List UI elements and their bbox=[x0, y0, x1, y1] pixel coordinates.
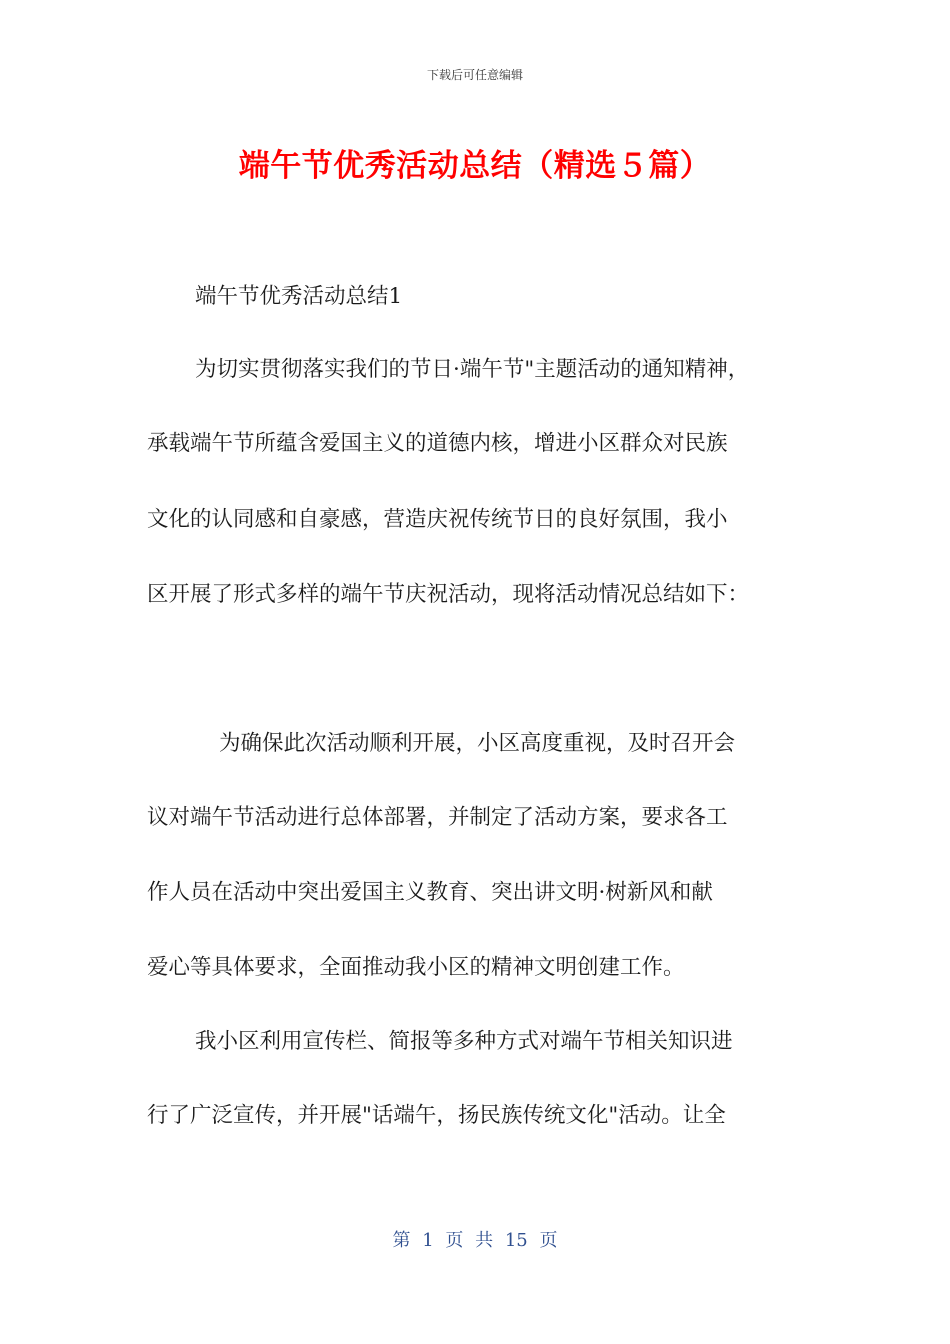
paragraph-line: 区开展了形式多样的端午节庆祝活动，现将活动情况总结如下： bbox=[147, 582, 750, 607]
paragraph-line: 我小区利用宣传栏、简报等多种方式对端午节相关知识进 bbox=[195, 1029, 733, 1054]
paragraph-line: 行了广泛宣传，并开展"话端午，扬民族传统文化"活动。让全 bbox=[147, 1103, 726, 1128]
header-note: 下载后可任意编辑 bbox=[426, 68, 523, 82]
paragraph-line: 议对端午节活动进行总体部署，并制定了活动方案，要求各工 bbox=[147, 805, 728, 830]
paragraph-line: 作人员在活动中突出爱国主义教育、突出讲文明·树新风和献 bbox=[147, 880, 713, 905]
page-number-footer: 第 1 页 共 15 页 bbox=[392, 1230, 558, 1251]
document-title: 端午节优秀活动总结（精选５篇） bbox=[238, 148, 712, 184]
paragraph-line: 为切实贯彻落实我们的节日·端午节"主题活动的通知精神， bbox=[195, 357, 750, 382]
paragraph-line: 文化的认同感和自豪感，营造庆祝传统节日的良好氛围，我小 bbox=[147, 507, 728, 532]
paragraph-line: 承载端午节所蕴含爱国主义的道德内核，增进小区群众对民族 bbox=[147, 431, 728, 456]
section-heading: 端午节优秀活动总结1 bbox=[195, 284, 403, 309]
paragraph-line: 为确保此次活动顺利开展，小区高度重视，及时召开会 bbox=[219, 731, 736, 756]
paragraph-line: 爱心等具体要求，全面推动我小区的精神文明创建工作。 bbox=[147, 955, 685, 980]
